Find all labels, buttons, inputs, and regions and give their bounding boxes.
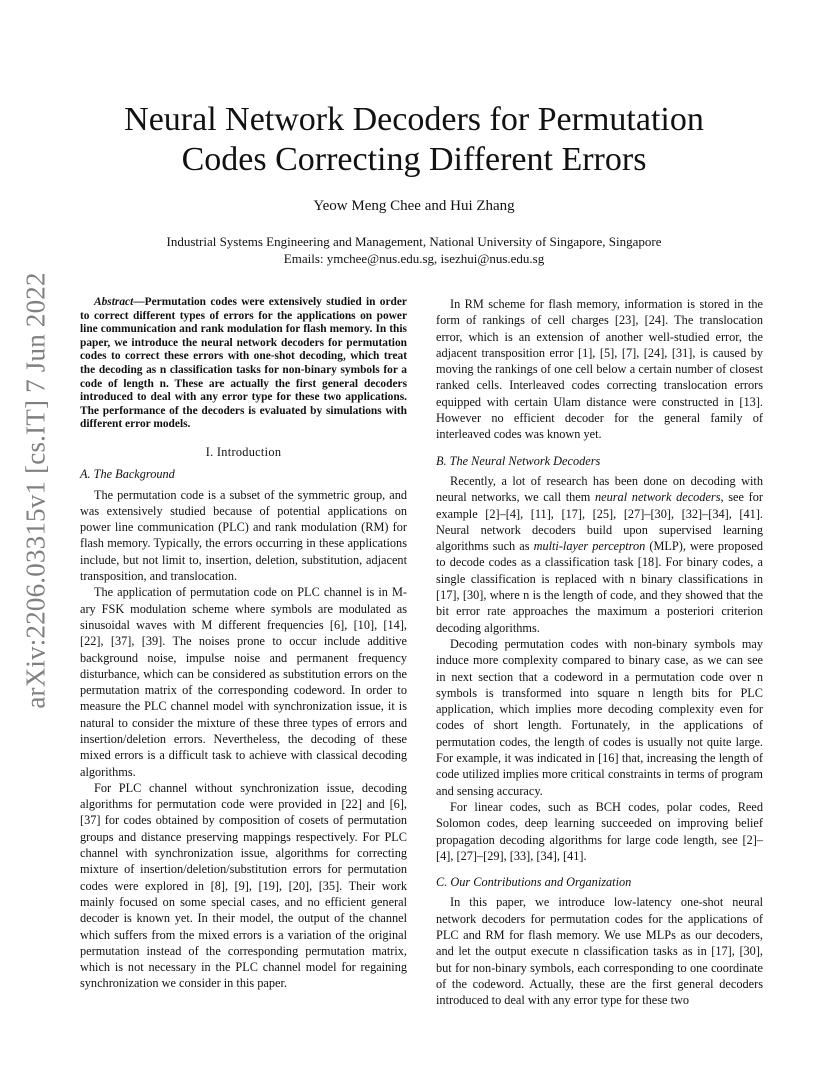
text-run: , see for example [2]–[4], [11], [17], [25], [27]–[30], [32]–[34], [41]. Neural network decoders build upon supervised learning algorithms such as	[436, 490, 763, 554]
paragraph: For linear codes, such as BCH codes, polar codes, Reed Solomon codes, deep learning succeeded on improving belief propagation decoding algorithms for large code length, see [2]–[4], [27]–[29], [33], [34], [41].	[436, 799, 763, 863]
abstract	[80, 296, 407, 432]
subsection-heading-contributions: C. Our Contributions and Organization	[436, 875, 632, 890]
arxiv-id[interactable]: arXiv:2206.03315v1 [cs.IT] 7 Jun 2022	[20, 271, 51, 709]
affiliation: Industrial Systems Engineering and Management, National University of Singapore, Singapore	[166, 234, 662, 249]
paragraph: In this paper, we introduce low-latency one-shot neural network decoders for permutation codes for the applications of PLC and RM for flash memory. We use MLPs as our decoders, and let the output execute n classification tasks as in [17], [30], but for non-binary symbols, each corresponding to one coordinate of the codeword. Actually, these are the first general decoders introduced to deal with any error type for these two	[436, 895, 763, 1008]
paragraph: For PLC channel without synchronization issue, decoding algorithms for permutation code were provided in [22] and [6], [37] for codes obtained by composition of cosets of permutation groups and distance preserving mappings respectively. For PLC channel with synchronization issue, algorithms for correcting mixture of insertion/deletion/substitution errors for permutation codes were explored in [8], [9], [19], [20], [35]. Their work mainly focused on some special cases, and no efficient general decoder is known yet. In their model, the output of the channel which suffers from the mixed errors is a variation of the original permutation instead of the corresponding permutation matrix, which is not necessary in the PLC channel model for regaining synchronization we consider in this paper.	[80, 780, 407, 991]
emphasis: multi-layer perceptron	[533, 539, 646, 554]
abstract-dash: —	[133, 296, 145, 308]
abstract-label: Abstract	[94, 296, 134, 308]
text-run: (MLP), were proposed to decode codes as a classification task [18]. For binary codes, a single classification is replaced with n binary classifications in [17], [30], where n is the length of code, and they showed that the bit error rate approaches the maximum a posteriori criterion decoding algorithms.	[436, 539, 764, 635]
right-column	[436, 296, 763, 1008]
left-column	[80, 296, 407, 992]
paragraph: The application of permutation code on PLC channel is in M-ary FSK modulation scheme where symbols are modulated as sinusoidal waves with M different frequencies [6], [10], [14], [22], [37], [39]. The noises prone to occur include additive background noise, impulse noise and permanent frequency disturbance, which can be considered as substitution errors on the permutation matrix of the corresponding codeword. In order to measure the PLC channel model with synchronization issue, it is natural to consider the mixture of these three types of errors and insertion/deletion errors. Nevertheless, the decoding of these mixed errors is a difficult task to achieve with classical decoding algorithms.	[80, 585, 407, 779]
title-line-2: Codes Correcting Different Errors	[181, 141, 647, 178]
abstract-text: Permutation codes were extensively studied in order to correct different types of errors for the applications on power line communication and rank modulation for flash memory. In this paper, we introduce the neural network decoders for permutation codes to correct these errors with one-shot decoding, which treat the decoding as n classification tasks for non-binary symbols for a code of length n. These are actually the first general decoders introduced to deal with any error type for these two applications. The performance of the decoders is evaluated by simulations with different error models.	[80, 296, 407, 431]
subsection-heading-neural-decoders: B. The Neural Network Decoders	[436, 453, 601, 468]
subsection-heading-background: A. The Background	[80, 467, 175, 482]
paragraph: In RM scheme for flash memory, information is stored in the form of rankings of cell charges [23], [24]. The translocation error, which is an extension of another well-studied error, the adjacent transposition error [1], [5], [7], [24], [31], is caused by moving the rankings of one cell below a certain number of closest ranked cells. Interleaved codes correcting translocation errors equipped with certain Ulam distance were constructed in [13]. However no efficient decoder for the general family of interleaved codes was known yet.	[436, 297, 763, 442]
text-run: Recently, a lot of research has been done on decoding with neural networks, we call them	[436, 473, 763, 505]
paragraph	[436, 473, 763, 636]
section-heading-introduction: I. Introduction	[205, 444, 282, 459]
paragraph: The permutation code is a subset of the symmetric group, and was extensively studied because of potential applications on power line communication (PLC) and rank modulation (RM) for flash memory. Typically, the errors occurring in these applications include, but not limit to, insertion, deletion, substitution, adjacent transposition, and translocation.	[80, 487, 407, 584]
title-line-1: Neural Network Decoders for Permutation	[124, 101, 704, 138]
authors: Yeow Meng Chee and Hui Zhang	[313, 198, 515, 214]
emails[interactable]: Emails: ymchee@nus.edu.sg, isezhui@nus.edu.sg	[283, 251, 545, 266]
paragraph: Decoding permutation codes with non-binary symbols may induce more complexity compared to binary case, as we can see in next section that a codeword in a permutation code over n symbols is transformed into square n length bits for PLC application, which implies more decoding complexity even for codes of short length. Fortunately, in the applications of permutation codes, the length of codes is usually not quite large. For example, it was indicated in [16] that, increasing the length of code utilized implies more critical constraints in terms of program and sensing accuracy.	[436, 636, 763, 798]
arxiv-identifier-stamp	[14, 271, 58, 709]
emphasis: neural network decoders	[595, 490, 721, 505]
affiliation-block	[100, 233, 728, 267]
paper-title	[100, 100, 728, 180]
